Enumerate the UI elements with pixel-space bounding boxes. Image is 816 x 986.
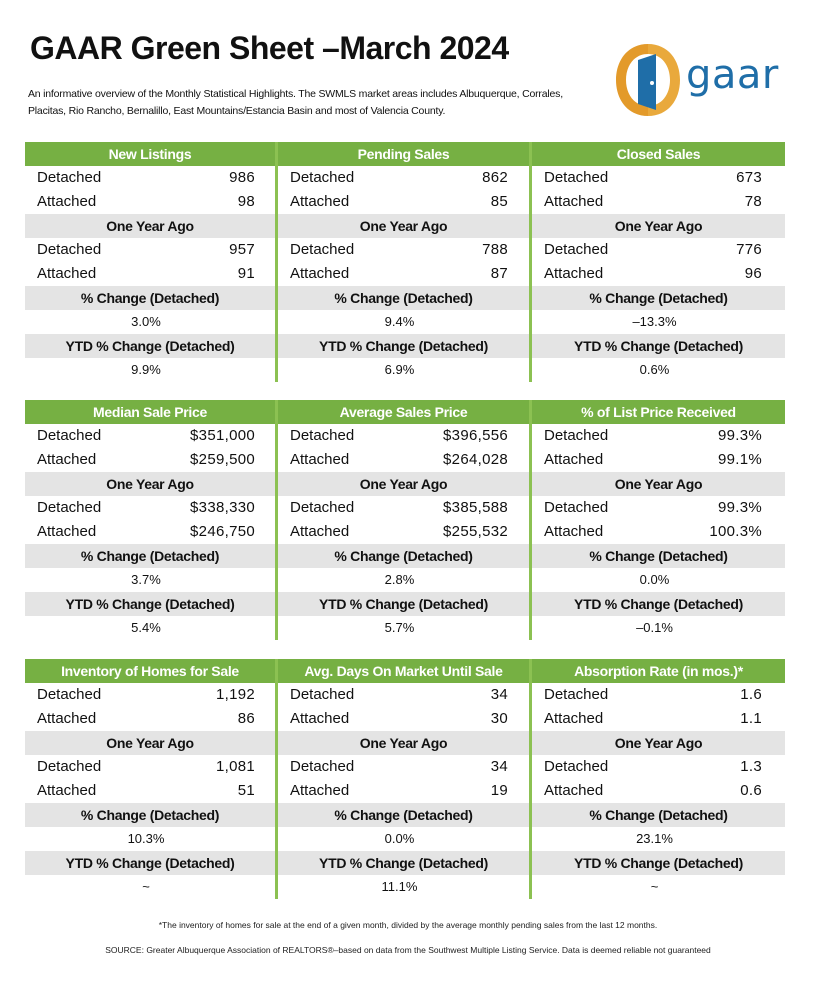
row-label: Detached [544, 241, 609, 258]
column-header: % of List Price Received [532, 400, 785, 424]
row-label: Detached [37, 758, 102, 775]
current-attached-row [278, 190, 529, 214]
column-header: Pending Sales [278, 142, 529, 166]
ytd-change-header: YTD % Change (Detached) [532, 334, 785, 358]
column-header: Avg. Days On Market Until Sale [278, 659, 529, 683]
row-label: Detached [290, 169, 355, 186]
pct-change-header: % Change (Detached) [278, 286, 529, 310]
row-value: 1.1 [740, 710, 762, 727]
column-header: Closed Sales [532, 142, 785, 166]
row-label: Detached [37, 169, 102, 186]
row-value: 99.3% [717, 499, 762, 516]
row-value: 776 [736, 241, 762, 258]
row-value: $264,028 [443, 451, 508, 468]
row-value: 87 [490, 265, 508, 282]
row-value: 19 [490, 782, 508, 799]
ytd-change-header: YTD % Change (Detached) [532, 851, 785, 875]
current-detached-row [278, 424, 529, 448]
row-label: Attached [544, 451, 604, 468]
current-attached-row [278, 707, 529, 731]
row-value: 96 [744, 265, 762, 282]
year-ago-detached-row [25, 496, 275, 520]
current-attached-row [278, 448, 529, 472]
year-ago-detached-row [532, 496, 785, 520]
row-value: $246,750 [190, 523, 255, 540]
row-label: Detached [37, 686, 102, 703]
year-ago-attached-row [278, 262, 529, 286]
stat-column [25, 400, 278, 640]
row-label: Attached [37, 523, 97, 540]
row-value: 99.3% [717, 427, 762, 444]
row-value: $255,532 [443, 523, 508, 540]
year-ago-attached-row [278, 520, 529, 544]
row-label: Attached [37, 451, 97, 468]
row-label: Attached [290, 710, 350, 727]
row-label: Attached [290, 193, 350, 210]
page-subtitle: An informative overview of the Monthly Statistical Highlights. The SWMLS market areas includes Albuquerque, Corrales, Placitas, Rio Rancho, Bernalillo, East Mountains/Estancia Basin and most of Valencia County. [28, 88, 563, 117]
pct-change-value: 9.4% [384, 314, 415, 329]
row-label: Attached [290, 265, 350, 282]
ytd-change-value: 6.9% [384, 362, 415, 377]
ytd-change-value: 11.1% [381, 879, 418, 894]
footnote: *The inventory of homes for sale at the end of a given month, divided by the average monthly pending sales from the last 12 months. [158, 920, 658, 930]
row-label: Attached [37, 782, 97, 799]
pct-change-header: % Change (Detached) [25, 286, 275, 310]
row-value: $259,500 [190, 451, 255, 468]
section-inventory-market [25, 659, 785, 899]
ytd-change-header: YTD % Change (Detached) [532, 592, 785, 616]
stat-column [278, 142, 532, 382]
ytd-change-header: YTD % Change (Detached) [278, 851, 529, 875]
door-logo-icon [612, 40, 684, 120]
current-detached-row [25, 424, 275, 448]
pct-change-header: % Change (Detached) [278, 803, 529, 827]
year-ago-detached-row [25, 755, 275, 779]
year-ago-attached-row [532, 262, 785, 286]
row-label: Detached [290, 686, 355, 703]
row-label: Detached [290, 499, 355, 516]
row-label: Detached [290, 241, 355, 258]
row-label: Detached [37, 499, 102, 516]
row-value: 78 [744, 193, 762, 210]
current-detached-row [532, 683, 785, 707]
pct-change-header: % Change (Detached) [25, 544, 275, 568]
pct-change-header: % Change (Detached) [532, 803, 785, 827]
row-label: Attached [37, 265, 97, 282]
gaar-logo [612, 40, 782, 120]
row-label: Detached [544, 686, 609, 703]
row-label: Attached [37, 193, 97, 210]
ytd-change-header: YTD % Change (Detached) [25, 851, 275, 875]
row-value: 673 [736, 169, 762, 186]
pct-change-header: % Change (Detached) [532, 544, 785, 568]
stat-column [25, 142, 278, 382]
row-value: 986 [229, 169, 255, 186]
ytd-change-header: YTD % Change (Detached) [25, 334, 275, 358]
ytd-change-header: YTD % Change (Detached) [278, 334, 529, 358]
pct-change-value: –13.3% [632, 314, 677, 329]
pct-change-value: 23.1% [636, 831, 673, 846]
row-label: Detached [37, 241, 102, 258]
one-year-ago-header: One Year Ago [25, 214, 275, 238]
stat-column [278, 400, 532, 640]
column-header: New Listings [25, 142, 275, 166]
row-label: Detached [290, 758, 355, 775]
stat-column [532, 400, 785, 640]
one-year-ago-header: One Year Ago [278, 214, 529, 238]
stat-column [532, 142, 785, 382]
pct-change-value: 0.0% [384, 831, 415, 846]
row-value: 862 [482, 169, 508, 186]
row-value: 85 [490, 193, 508, 210]
column-header: Inventory of Homes for Sale [25, 659, 275, 683]
section-prices [25, 400, 785, 640]
year-ago-attached-row [25, 779, 275, 803]
stat-column [25, 659, 278, 899]
year-ago-attached-row [532, 779, 785, 803]
row-value: 1,081 [215, 758, 255, 775]
row-label: Attached [290, 523, 350, 540]
year-ago-detached-row [532, 238, 785, 262]
row-label: Detached [290, 427, 355, 444]
pct-change-value: 0.0% [639, 572, 670, 587]
year-ago-detached-row [25, 238, 275, 262]
current-attached-row [25, 190, 275, 214]
row-label: Detached [544, 758, 609, 775]
row-label: Attached [544, 710, 604, 727]
row-label: Detached [544, 499, 609, 516]
row-label: Attached [290, 451, 350, 468]
source-note: SOURCE: Greater Albuquerque Association of REALTORS®–based on data from the Southwest Multiple Listing Service. Data is deemed reliable not guaranteed [105, 945, 711, 955]
row-value: $396,556 [443, 427, 508, 444]
year-ago-attached-row [25, 262, 275, 286]
year-ago-attached-row [278, 779, 529, 803]
stat-column [278, 659, 532, 899]
row-value: $351,000 [190, 427, 255, 444]
row-label: Attached [544, 523, 604, 540]
one-year-ago-header: One Year Ago [25, 472, 275, 496]
pct-change-header: % Change (Detached) [278, 544, 529, 568]
one-year-ago-header: One Year Ago [532, 214, 785, 238]
one-year-ago-header: One Year Ago [278, 731, 529, 755]
one-year-ago-header: One Year Ago [25, 731, 275, 755]
row-value: 957 [229, 241, 255, 258]
current-detached-row [25, 683, 275, 707]
row-value: 98 [237, 193, 255, 210]
row-value: 788 [482, 241, 508, 258]
row-value: $385,588 [443, 499, 508, 516]
row-value: 51 [237, 782, 255, 799]
current-detached-row [25, 166, 275, 190]
one-year-ago-header: One Year Ago [532, 472, 785, 496]
row-value: 34 [490, 686, 508, 703]
row-value: $338,330 [190, 499, 255, 516]
ytd-change-header: YTD % Change (Detached) [25, 592, 275, 616]
pct-change-header: % Change (Detached) [25, 803, 275, 827]
current-detached-row [278, 166, 529, 190]
row-value: 1.6 [740, 686, 762, 703]
year-ago-detached-row [532, 755, 785, 779]
current-attached-row [532, 190, 785, 214]
row-label: Attached [290, 782, 350, 799]
row-label: Detached [544, 169, 609, 186]
year-ago-attached-row [25, 520, 275, 544]
ytd-change-value: 9.9% [131, 362, 161, 377]
column-header: Absorption Rate (in mos.)* [532, 659, 785, 683]
pct-change-header: % Change (Detached) [532, 286, 785, 310]
row-label: Attached [544, 782, 604, 799]
pct-change-value: 2.8% [384, 572, 415, 587]
stat-column [532, 659, 785, 899]
row-value: 30 [490, 710, 508, 727]
ytd-change-value: 5.4% [131, 620, 161, 635]
row-value: 91 [237, 265, 255, 282]
pct-change-value: 3.7% [131, 572, 161, 587]
year-ago-detached-row [278, 238, 529, 262]
ytd-change-value: ~ [142, 879, 150, 894]
year-ago-attached-row [532, 520, 785, 544]
column-header: Average Sales Price [278, 400, 529, 424]
current-attached-row [25, 707, 275, 731]
ytd-change-value: ~ [650, 879, 659, 894]
current-detached-row [278, 683, 529, 707]
row-label: Detached [37, 427, 102, 444]
row-label: Detached [544, 427, 609, 444]
current-detached-row [532, 424, 785, 448]
one-year-ago-header: One Year Ago [532, 731, 785, 755]
row-value: 99.1% [717, 451, 762, 468]
ytd-change-value: 0.6% [639, 362, 670, 377]
ytd-change-value: 5.7% [384, 620, 415, 635]
section-listings-sales [25, 142, 785, 382]
row-label: Attached [544, 193, 604, 210]
logo-wordmark: gaar [686, 52, 779, 98]
row-value: 100.3% [709, 523, 762, 540]
current-attached-row [532, 707, 785, 731]
ytd-change-value: –0.1% [636, 620, 673, 635]
row-label: Attached [544, 265, 604, 282]
year-ago-detached-row [278, 496, 529, 520]
pct-change-value: 10.3% [127, 831, 165, 846]
row-value: 1.3 [740, 758, 762, 775]
current-attached-row [25, 448, 275, 472]
page-title: GAAR Green Sheet –March 2024 [30, 30, 509, 66]
ytd-change-header: YTD % Change (Detached) [278, 592, 529, 616]
year-ago-detached-row [278, 755, 529, 779]
row-value: 0.6 [740, 782, 762, 799]
row-value: 34 [490, 758, 508, 775]
pct-change-value: 3.0% [131, 314, 161, 329]
row-value: 86 [237, 710, 255, 727]
row-label: Attached [37, 710, 97, 727]
column-header: Median Sale Price [25, 400, 275, 424]
row-value: 1,192 [215, 686, 255, 703]
current-detached-row [532, 166, 785, 190]
one-year-ago-header: One Year Ago [278, 472, 529, 496]
current-attached-row [532, 448, 785, 472]
